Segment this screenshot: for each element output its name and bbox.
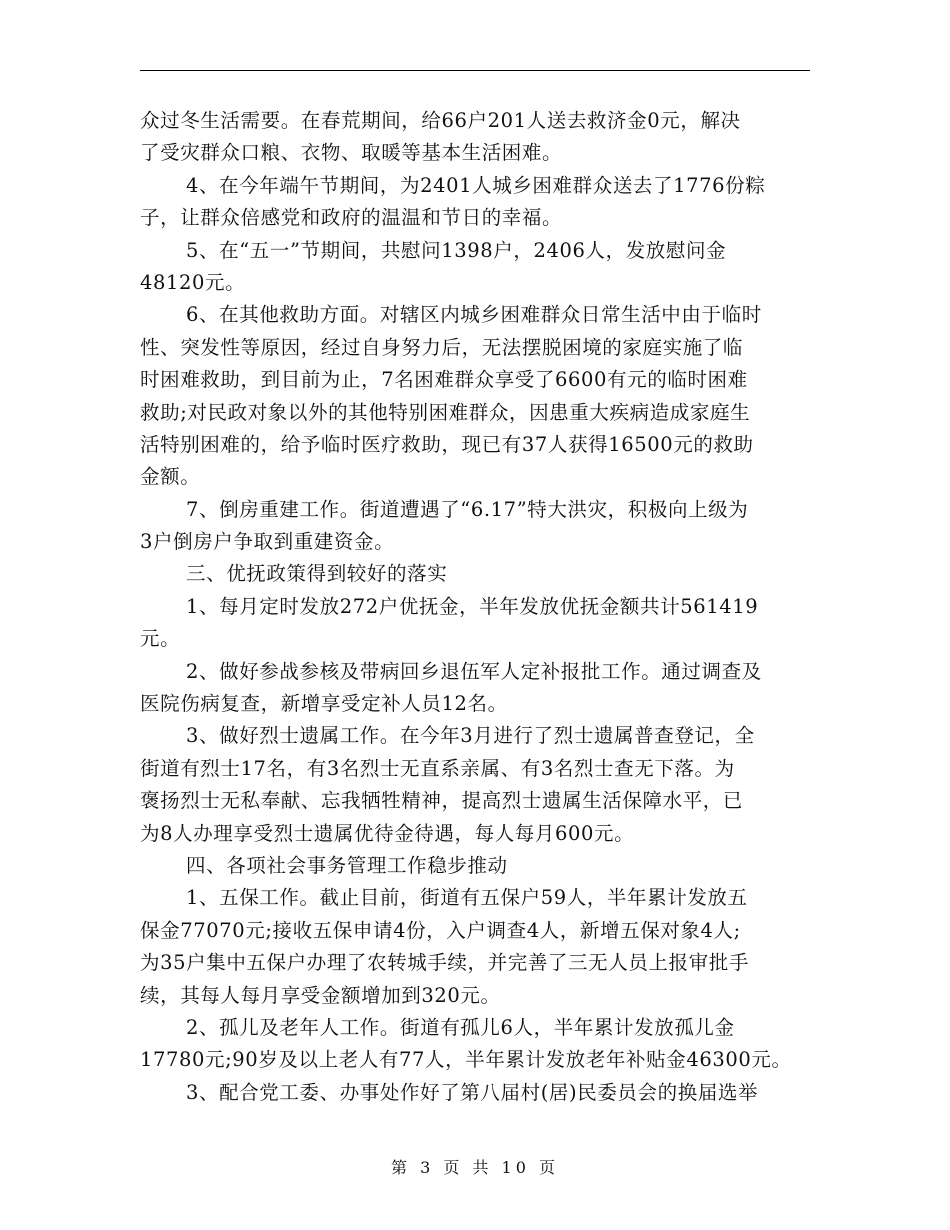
- text-line: 活特别困难的，给予临时医疗救助，现已有37人获得16500元的救助: [140, 432, 754, 456]
- text-line: 6、在其他救助方面。对辖区内城乡困难群众日常生活中由于临时: [186, 303, 762, 327]
- text-line: 17780元;90岁及以上老人有77人，半年累计发放老年补贴金46300元。: [140, 1048, 792, 1072]
- text-line: 金额。: [140, 465, 201, 489]
- text-line: 3户倒房户争取到重建资金。: [140, 530, 395, 554]
- text-line: 48120元。: [140, 270, 246, 294]
- text-line: 褒扬烈士无私奉献、忘我牺牲精神，提高烈士遗属生活保障水平，已: [140, 789, 744, 813]
- text-line: 1、每月定时发放272户优抚金，半年发放优抚金额共计561419: [186, 594, 759, 618]
- text-line: 性、突发性等原因，经过自身努力后，无法摆脱困境的家庭实施了临: [140, 335, 744, 359]
- text-line: 为35户集中五保户办理了农转城手续，并完善了三无人员上报审批手: [140, 951, 749, 975]
- text-line: 为8人办理享受烈士遗属优待金待遇，每人每月600元。: [140, 821, 635, 845]
- text-line: 1、五保工作。截止目前，街道有五保户59人，半年累计发放五: [186, 886, 748, 910]
- text-line: 了受灾群众口粮、衣物、取暖等基本生活困难。: [140, 141, 563, 165]
- document-body: [140, 105, 820, 1109]
- text-line: 子，让群众倍感党和政府的温温和节日的幸福。: [140, 206, 563, 230]
- text-line: 5、在“五一”节期间，共慰问1398户，2406人，发放慰问金: [186, 238, 727, 262]
- text-line: 四、各项社会事务管理工作稳步推动: [186, 853, 508, 877]
- text-line: 救助;对民政对象以外的其他特别困难群众，因患重大疾病造成家庭生: [140, 400, 751, 424]
- text-line: 保金77070元;接收五保申请4份，入户调查4人，新增五保对象4人;: [140, 918, 741, 942]
- text-line: 时困难救助，到目前为止，7名困难群众享受了6600有元的临时困难: [140, 368, 748, 392]
- text-line: 2、做好参战参核及带病回乡退伍军人定补报批工作。通过调查及: [186, 659, 762, 683]
- text-line: 4、在今年端午节期间，为2401人城乡困难群众送去了1776份粽: [186, 173, 766, 197]
- page-footer: 第 3 页 共 10 页: [391, 1158, 559, 1177]
- text-line: 街道有烈士17名，有3名烈士无直系亲属、有3名烈士查无下落。为: [140, 756, 735, 780]
- text-line: 医院伤病复查，新增享受定补人员12名。: [140, 692, 508, 716]
- text-line: 元。: [140, 627, 181, 651]
- text-line: 众过冬生活需要。在春荒期间，给66户201人送去救济金0元，解决: [140, 109, 741, 132]
- header-rule: [140, 70, 810, 71]
- text-line: 7、倒房重建工作。街道遭遇了“6.17”特大洪灾，积极向上级为: [186, 497, 749, 521]
- text-line: 续，其每人每月享受金额增加到320元。: [140, 983, 501, 1007]
- text-line: 三、优抚政策得到较好的落实: [186, 562, 448, 586]
- text-line: 3、做好烈士遗属工作。在今年3月进行了烈士遗属普查登记，全: [186, 724, 755, 748]
- text-line: 3、配合党工委、办事处作好了第八届村(居)民委员会的换届选举: [186, 1080, 759, 1104]
- text-line: 2、孤儿及老年人工作。街道有孤儿6人，半年累计发放孤儿金: [186, 1015, 735, 1039]
